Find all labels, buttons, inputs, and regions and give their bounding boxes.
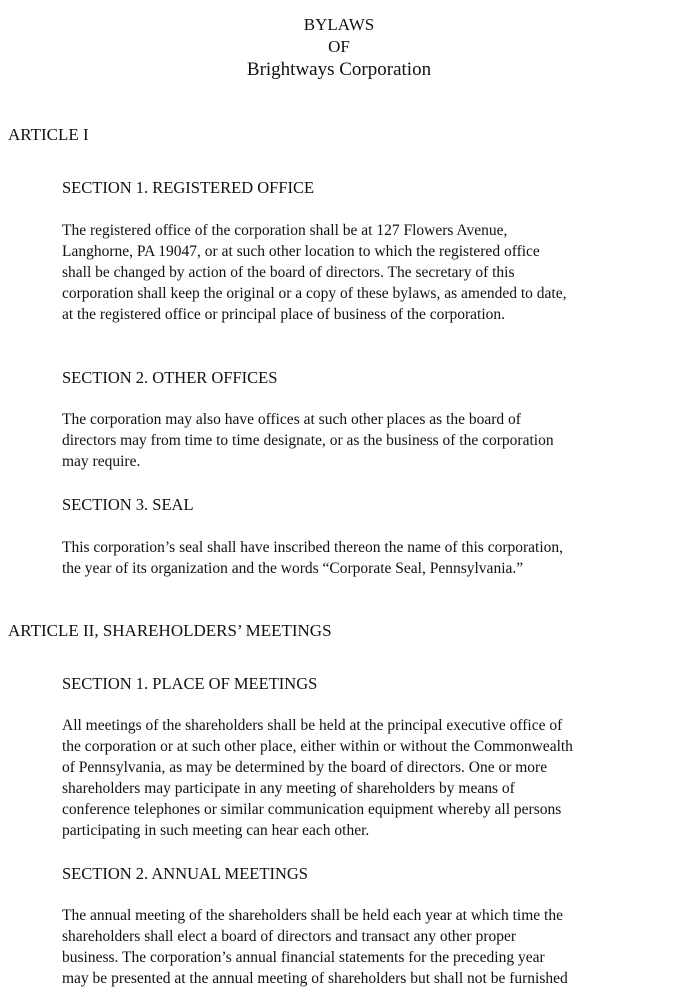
article-1-section-1-paragraph — [62, 220, 674, 325]
paragraph-line: conference telephones or similar communication equipment whereby all persons — [62, 801, 562, 818]
article-1-section-1-heading: SECTION 1. REGISTERED OFFICE — [62, 178, 315, 197]
paragraph-line: All meetings of the shareholders shall be held at the principal executive office of — [62, 717, 563, 734]
article-2-section-2-paragraph — [62, 905, 674, 989]
article-1-heading: ARTICLE I — [8, 125, 89, 144]
paragraph-line: corporation shall keep the original or a copy of these bylaws, as amended to date, — [62, 285, 567, 302]
article-1-section-2-paragraph — [62, 409, 674, 472]
paragraph-line: shareholders shall elect a board of directors and transact any other proper — [62, 928, 517, 945]
paragraph-line: directors may from time to time designate, or as the business of the corporation — [62, 432, 554, 449]
article-1-section-3-paragraph — [62, 537, 674, 579]
company-name: Brightways Corporation — [246, 59, 432, 80]
paragraph-line: may be presented at the annual meeting of shareholders but shall not be furnished — [62, 970, 568, 987]
paragraph-line: Langhorne, PA 19047, or at such other location to which the registered office — [62, 243, 540, 260]
article-1-section-2-heading: SECTION 2. OTHER OFFICES — [62, 368, 278, 387]
article-2-section-1-paragraph — [62, 715, 674, 841]
paragraph-line: of Pennsylvania, as may be determined by the board of directors. One or more — [62, 759, 548, 776]
paragraph-line: shareholders may participate in any meeting of shareholders by means of — [62, 780, 515, 797]
paragraph-line: at the registered office or principal place of business of the corporation. — [62, 306, 506, 323]
article-2-section-2-heading: SECTION 2. ANNUAL MEETINGS — [62, 864, 308, 883]
paragraph-line: The annual meeting of the shareholders shall be held each year at which time the — [62, 907, 563, 924]
paragraph-line: The registered office of the corporation shall be at 127 Flowers Avenue, — [62, 222, 508, 239]
article-1-section-3-heading: SECTION 3. SEAL — [62, 495, 194, 514]
article-2-heading: ARTICLE II, SHAREHOLDERS’ MEETINGS — [8, 621, 332, 640]
paragraph-line: The corporation may also have offices at such other places as the board of — [62, 411, 521, 428]
article-2-section-1-heading: SECTION 1. PLACE OF MEETINGS — [62, 674, 318, 693]
paragraph-line: participating in such meeting can hear each other. — [62, 822, 370, 839]
paragraph-line: This corporation’s seal shall have inscribed thereon the name of this corporation, — [62, 539, 564, 556]
paragraph-line: shall be changed by action of the board of directors. The secretary of this — [62, 264, 515, 281]
paragraph-line: may require. — [62, 453, 141, 470]
paragraph-line: the year of its organization and the words “Corporate Seal, Pennsylvania.” — [62, 560, 524, 577]
document-title: BYLAWS — [303, 15, 375, 34]
paragraph-line: the corporation or at such other place, either within or without the Commonwealth — [62, 738, 573, 755]
paragraph-line: business. The corporation’s annual financial statements for the preceding year — [62, 949, 545, 966]
document-title-of: OF — [328, 37, 350, 56]
